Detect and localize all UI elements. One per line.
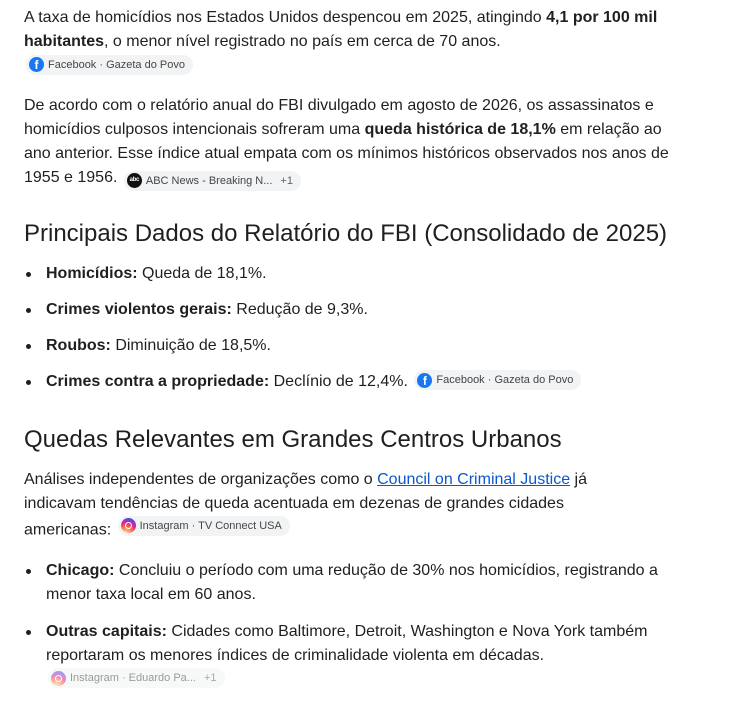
list-item: Chicago: Concluiu o período com uma redução de 30% nos homicídios, registrando a menor taxa local em 60 anos. (24, 559, 684, 607)
homicide-rate-highlight: 4,1 por 100 mil habitantes (24, 9, 658, 50)
abc-news-icon: abc (127, 173, 142, 188)
council-on-criminal-justice-link[interactable]: Council on Criminal Justice (377, 470, 571, 488)
list-item: Crimes violentos gerais: Redução de 9,3%. (24, 298, 684, 322)
urban-paragraph: Análises independentes de organizações como o Council on Criminal Justice já indicavam tendências de queda acentuada em dezenas de grandes cidades americanas: Instagram · TV Connect USA (24, 470, 587, 538)
list-item: Outras capitais: Cidades como Baltimore, Detroit, Washington e Nova York também reportaram os menores índices de criminalidade violenta em décadas. Instagram · Eduardo Pa... +1 (24, 620, 656, 695)
instagram-icon (51, 671, 66, 686)
facebook-icon: f (417, 373, 432, 388)
historic-drop-highlight: queda histórica de 18,1% (364, 121, 556, 138)
list-item: Homicídios: Queda de 18,1%. (24, 262, 684, 286)
facebook-icon: f (29, 57, 44, 72)
source-chip-instagram[interactable]: Instagram · TV Connect USA (118, 516, 290, 536)
section-heading-fbi-report: Principais Dados do Relatório do FBI (Consolidado de 2025) (24, 219, 668, 247)
source-chip-facebook[interactable]: f Facebook · Gazeta do Povo (26, 55, 193, 75)
urban-cities-list (24, 559, 684, 695)
intro-paragraph-2: De acordo com o relatório anual do FBI divulgado em agosto de 2026, os assassinatos e homicídios culposos intencionais sofreram uma queda histórica de 18,1% em relação ao ano anterior. Esse índice atual empata com os mínimos históricos observados nos anos de 1955 e 1956. abc ABC News - Breaking N... +1 (24, 94, 684, 191)
list-item: Roubos: Diminuição de 18,5%. (24, 334, 684, 358)
fbi-data-list (24, 262, 684, 394)
source-chip-facebook[interactable]: f Facebook · Gazeta do Povo (414, 370, 581, 390)
response-content (24, 6, 684, 708)
intro-paragraph-1: A taxa de homicídios nos Estados Unidos despencou em 2025, atingindo 4,1 por 100 mil habitantes, o menor nível registrado no país em cerca de 70 anos. f Facebook · Gazeta do Povo (24, 6, 664, 78)
list-item: Crimes contra a propriedade: Declínio de 12,4%. f Facebook · Gazeta do Povo (24, 370, 684, 394)
instagram-icon (121, 518, 136, 533)
section-heading-urban-centers: Quedas Relevantes em Grandes Centros Urbanos (24, 425, 562, 453)
source-chip-abc-news[interactable]: abc ABC News - Breaking N... +1 (124, 171, 301, 191)
source-chip-instagram[interactable]: Instagram · Eduardo Pa... +1 (48, 668, 225, 688)
